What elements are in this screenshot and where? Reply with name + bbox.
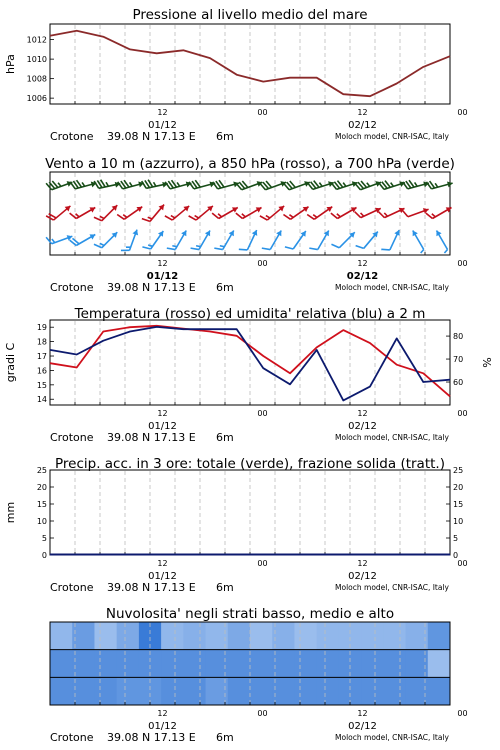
place-name: Crotone xyxy=(50,281,94,294)
cloud-cell xyxy=(228,622,251,650)
elevation: 6m xyxy=(216,731,234,744)
hour-label: 00 xyxy=(257,409,268,418)
barb-tick xyxy=(94,217,102,221)
cloud-cell xyxy=(250,677,273,705)
hour-label: 12 xyxy=(357,709,368,718)
barb-half-tick xyxy=(58,183,61,187)
cloud-cell xyxy=(361,622,384,650)
cloud-cell xyxy=(294,622,317,650)
elevation: 6m xyxy=(216,281,234,294)
cloud-cell xyxy=(50,622,73,650)
wind-barb xyxy=(331,181,357,190)
wind-barb xyxy=(355,208,381,218)
place-name: Crotone xyxy=(50,731,94,744)
barb-half-tick xyxy=(100,216,104,218)
cloud-cover-chart xyxy=(50,606,468,744)
barb-half-tick xyxy=(218,214,221,217)
barb-half-tick xyxy=(195,216,199,218)
wind-barb xyxy=(236,181,262,190)
barb-tick xyxy=(214,248,222,249)
coordinates: 39.08 N 17.13 E xyxy=(107,130,196,143)
hour-label: 12 xyxy=(357,108,368,117)
cloud-cell xyxy=(250,622,273,650)
cloud-cell xyxy=(183,650,206,678)
barb-tick xyxy=(94,244,102,248)
barb-half-tick xyxy=(148,245,152,246)
wind-barb xyxy=(239,230,257,250)
wind-barb xyxy=(379,181,405,190)
hour-label: 00 xyxy=(257,559,268,568)
barb-tick xyxy=(355,212,361,218)
wind-barb xyxy=(356,232,378,249)
barb-half-tick xyxy=(220,246,225,247)
cloud-cell xyxy=(317,677,340,705)
barb-tick xyxy=(236,213,243,218)
y-tick-label-right: 0 xyxy=(453,551,459,560)
date-label: 02/12 xyxy=(348,721,377,732)
cloud-cell xyxy=(294,650,317,678)
y-axis-label: hPa xyxy=(4,54,17,74)
elevation: 6m xyxy=(216,431,234,444)
barb-tick xyxy=(262,248,270,249)
place-name: Crotone xyxy=(50,130,94,143)
hour-label: 00 xyxy=(257,709,268,718)
wind-barb xyxy=(436,230,447,253)
hour-label: 00 xyxy=(257,108,268,117)
barb-tick xyxy=(356,246,364,249)
barb-half-tick xyxy=(337,214,340,217)
y-tick-label-right: 60 xyxy=(453,378,464,388)
wind-barb xyxy=(355,181,381,190)
wind-barb xyxy=(142,205,164,222)
wind-barb xyxy=(236,207,262,218)
wind-barb xyxy=(165,206,189,220)
wind-barb xyxy=(70,180,96,189)
y-tick-label-right: 20 xyxy=(453,483,464,492)
model-credit: Moloch model, CNR-ISAC, Italy xyxy=(335,433,449,442)
y-axis-label-left: gradi C xyxy=(4,342,17,383)
barb-half-tick xyxy=(444,250,447,253)
cloud-cell xyxy=(117,622,140,650)
cloud-cell xyxy=(361,650,384,678)
barb-tick xyxy=(212,213,219,218)
wind-barb xyxy=(331,232,354,248)
cloud-cell xyxy=(72,677,95,705)
cloud-cell xyxy=(50,650,73,678)
elevation: 6m xyxy=(216,130,234,143)
wind-barb xyxy=(262,230,282,249)
cloud-cell xyxy=(272,650,295,678)
wind-barb xyxy=(378,208,404,218)
barb-half-tick xyxy=(421,250,424,253)
y-tick-label: 1012 xyxy=(26,35,47,45)
hour-label: 12 xyxy=(157,559,168,568)
cloud-cell xyxy=(294,677,317,705)
wind-barb xyxy=(426,181,452,189)
y-tick-label-right: 25 xyxy=(453,466,464,475)
hour-label: 00 xyxy=(457,108,468,117)
hour-label: 00 xyxy=(457,259,468,268)
cloud-cell xyxy=(428,677,451,705)
wind-barb xyxy=(381,230,399,250)
cloud-cell xyxy=(161,677,184,705)
barb-half-tick xyxy=(100,243,104,245)
barb-tick xyxy=(142,247,150,249)
cloud-cell xyxy=(317,650,340,678)
wind-barb xyxy=(214,230,234,249)
barb-tick xyxy=(381,249,390,250)
elevation: 6m xyxy=(216,581,234,594)
cloud-cell xyxy=(428,650,451,678)
barb-half-tick xyxy=(171,216,175,218)
wind-barb xyxy=(413,230,424,253)
cloud-cell xyxy=(50,677,73,705)
hour-label: 00 xyxy=(457,559,468,568)
cloud-cell xyxy=(183,677,206,705)
date-label: 02/12 xyxy=(346,271,379,282)
y-tick-label-right: 15 xyxy=(453,500,464,509)
hour-label: 12 xyxy=(357,559,368,568)
chart-title: Precip. acc. in 3 ore: totale (verde), frazione solida (tratt.) xyxy=(55,456,445,472)
barb-half-tick xyxy=(76,214,79,217)
temperature-humidity-chart xyxy=(4,306,494,444)
cloud-cell xyxy=(383,622,406,650)
wind-barb xyxy=(189,180,215,189)
cloud-cell xyxy=(361,677,384,705)
date-label: 01/12 xyxy=(148,120,177,131)
date-label: 02/12 xyxy=(348,571,377,582)
wind-barb xyxy=(260,181,286,190)
wind-barb xyxy=(213,180,239,189)
wind-barb xyxy=(118,180,144,189)
y-tick-label: 1006 xyxy=(26,94,47,104)
hour-label: 12 xyxy=(157,409,168,418)
cloud-cell xyxy=(72,622,95,650)
barb-half-tick xyxy=(130,182,133,186)
barb-tick xyxy=(285,247,293,249)
barb-half-tick xyxy=(391,183,394,187)
date-label: 01/12 xyxy=(148,421,177,432)
barb-half-tick xyxy=(123,215,127,218)
barb-tick xyxy=(46,237,52,243)
barb-half-tick xyxy=(196,246,201,247)
y-tick-label: 18 xyxy=(36,337,47,347)
barb-tick xyxy=(142,219,150,222)
coordinates: 39.08 N 17.13 E xyxy=(107,581,196,594)
y-tick-label: 17 xyxy=(36,352,47,362)
barb-tick xyxy=(167,248,175,249)
barb-half-tick xyxy=(148,217,152,219)
y-tick-label: 14 xyxy=(36,395,47,405)
wind-barb xyxy=(94,205,117,221)
wind-barb xyxy=(70,234,96,245)
wind-barb xyxy=(165,180,191,189)
y-tick-label-right: 80 xyxy=(453,332,464,342)
cloud-cell xyxy=(383,677,406,705)
cloud-cell xyxy=(272,622,295,650)
y-tick-label: 15 xyxy=(36,500,47,509)
y-tick-label: 1010 xyxy=(26,55,47,65)
model-credit: Moloch model, CNR-ISAC, Italy xyxy=(335,132,449,141)
cloud-cell xyxy=(117,650,140,678)
barb-tick xyxy=(239,249,248,250)
cloud-cell xyxy=(72,650,95,678)
barb-tick xyxy=(309,248,317,249)
wind-barb xyxy=(142,180,168,189)
wind-barb xyxy=(260,206,284,220)
model-credit: Moloch model, CNR-ISAC, Italy xyxy=(335,583,449,592)
y-tick-label: 19 xyxy=(36,323,47,333)
cloud-cell xyxy=(250,650,273,678)
barb-half-tick xyxy=(106,182,108,186)
date-label: 02/12 xyxy=(348,120,377,131)
coordinates: 39.08 N 17.13 E xyxy=(107,731,196,744)
precipitation-chart xyxy=(4,456,468,594)
y-tick-label-right: 5 xyxy=(453,534,459,543)
barb-tick xyxy=(331,244,339,248)
model-credit: Moloch model, CNR-ISAC, Italy xyxy=(335,733,449,742)
barb-half-tick xyxy=(242,214,245,217)
y-axis-label-right: % xyxy=(481,357,494,368)
wind-barb xyxy=(285,231,306,249)
wind-chart xyxy=(45,156,468,294)
hour-label: 12 xyxy=(157,709,168,718)
chart-title: Nuvolosita' negli strati basso, medio e alto xyxy=(105,606,395,622)
chart-title: Pressione al livello medio del mare xyxy=(132,7,368,23)
barb-half-tick xyxy=(361,213,364,216)
wind-barb xyxy=(94,232,117,248)
date-label: 01/12 xyxy=(148,571,177,582)
y-tick-label: 0 xyxy=(41,551,47,560)
barb-half-tick xyxy=(313,215,317,218)
wind-barb xyxy=(307,181,333,190)
wind-barb xyxy=(307,207,332,220)
barb-tick xyxy=(191,248,199,249)
barb-half-tick xyxy=(343,183,346,187)
date-label: 01/12 xyxy=(148,721,177,732)
barb-half-tick xyxy=(319,183,322,187)
barb-tick xyxy=(426,213,433,218)
barb-half-tick xyxy=(154,182,156,186)
barb-half-tick xyxy=(415,182,418,186)
cloud-cell xyxy=(161,622,184,650)
cloud-cell xyxy=(94,622,117,650)
y-axis-label: mm xyxy=(4,501,17,524)
barb-half-tick xyxy=(177,182,180,186)
chart-title: Temperatura (rosso) ed umidita' relativa (blu) a 2 m xyxy=(74,306,426,322)
y-tick-label: 1008 xyxy=(26,74,47,84)
y-tick-label: 10 xyxy=(36,517,47,526)
wind-barb xyxy=(331,207,357,218)
barb-half-tick xyxy=(435,183,438,187)
barb-tick xyxy=(402,210,408,216)
cloud-cell xyxy=(183,622,206,650)
y-tick-label: 25 xyxy=(36,466,47,475)
cloud-cell xyxy=(94,677,117,705)
wind-barb xyxy=(142,231,163,249)
coordinates: 39.08 N 17.13 E xyxy=(107,281,196,294)
date-label: 01/12 xyxy=(146,271,179,282)
place-name: Crotone xyxy=(50,581,94,594)
wind-barb xyxy=(284,181,310,190)
date-label: 02/12 xyxy=(348,421,377,432)
cloud-cell xyxy=(228,677,251,705)
y-tick-label-right: 70 xyxy=(453,355,464,365)
barb-tick xyxy=(331,213,338,218)
cloud-cell xyxy=(117,677,140,705)
barb-half-tick xyxy=(289,215,293,218)
barb-half-tick xyxy=(52,239,55,243)
barb-half-tick xyxy=(266,216,270,218)
wind-barb xyxy=(117,207,142,220)
hour-label: 12 xyxy=(157,259,168,268)
wind-barb xyxy=(167,230,187,249)
cloud-cell xyxy=(228,650,251,678)
hour-label: 00 xyxy=(457,409,468,418)
wind-barb xyxy=(283,207,308,220)
cloud-cell xyxy=(94,650,117,678)
cloud-cell xyxy=(161,650,184,678)
y-tick-label-right: 10 xyxy=(453,517,464,526)
cloud-cell xyxy=(428,622,451,650)
hour-label: 00 xyxy=(257,259,268,268)
hour-label: 00 xyxy=(457,709,468,718)
hour-label: 12 xyxy=(157,108,168,117)
model-credit: Moloch model, CNR-ISAC, Italy xyxy=(335,283,449,292)
pressure-chart xyxy=(4,7,468,143)
barb-half-tick xyxy=(367,183,370,187)
y-tick-label: 15 xyxy=(36,380,47,390)
wind-barb xyxy=(94,180,120,189)
cloud-cell xyxy=(383,650,406,678)
barb-half-tick xyxy=(432,214,435,217)
cloud-cell xyxy=(272,677,295,705)
y-tick-label: 20 xyxy=(36,483,47,492)
wind-barb xyxy=(121,230,138,251)
wind-barb xyxy=(70,207,96,218)
barb-half-tick xyxy=(172,246,177,247)
barb-half-tick xyxy=(384,213,387,216)
cloud-cell xyxy=(317,622,340,650)
wind-barb xyxy=(309,230,329,249)
hour-label: 12 xyxy=(357,409,368,418)
place-name: Crotone xyxy=(50,431,94,444)
barb-tick xyxy=(378,212,384,218)
y-tick-label: 16 xyxy=(36,366,47,376)
chart-title: Vento a 10 m (azzurro), a 850 hPa (rosso), a 700 hPa (verde) xyxy=(45,156,455,172)
y-tick-label: 5 xyxy=(41,534,47,543)
hour-label: 12 xyxy=(357,259,368,268)
barb-half-tick xyxy=(82,182,85,186)
coordinates: 39.08 N 17.13 E xyxy=(107,431,196,444)
wind-barb xyxy=(189,206,213,220)
wind-barb xyxy=(426,207,452,218)
